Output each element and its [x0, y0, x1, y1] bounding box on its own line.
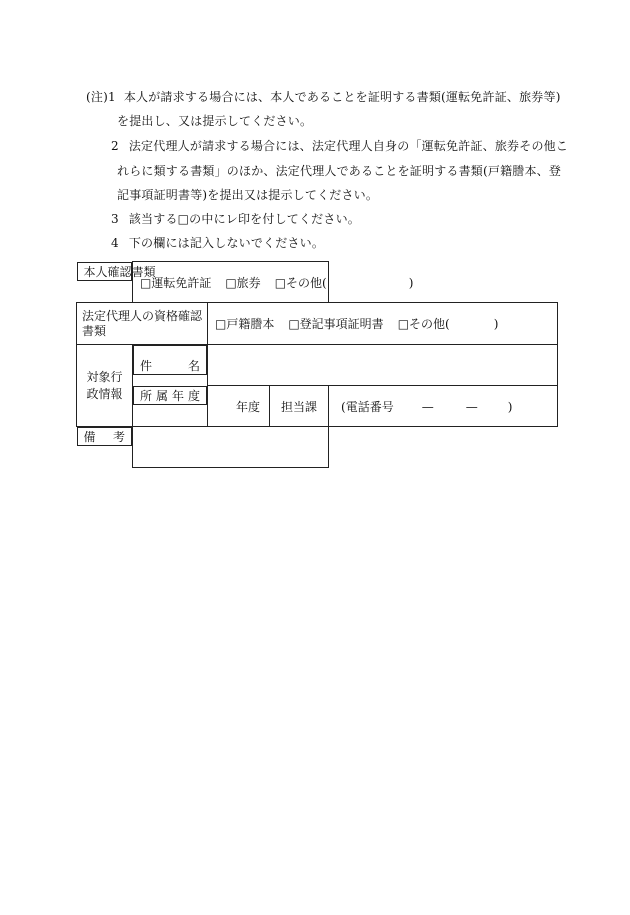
section-label: 担当課 [281, 399, 318, 414]
row-subject [77, 345, 558, 386]
checkbox-other[interactable]: □その他( [274, 275, 327, 290]
identity-documents-options [133, 262, 414, 303]
note-1-line-1 [86, 89, 561, 105]
phone-number-cell[interactable] [329, 386, 558, 427]
note-2-text-2: れらに類する書類」のほか、法定代理人であることを証明する書類(戸籍謄本、登 [117, 164, 562, 178]
note-2-text-1: 法定代理人が請求する場合には、法定代理人自身の「運転免許証、旅券その他こ [128, 139, 569, 153]
row-agent-documents [77, 303, 558, 345]
note-3-number: 3 [111, 212, 119, 226]
row-remarks [77, 427, 558, 468]
note-2-line-3 [117, 187, 378, 203]
fiscal-year-label: 所 属 年 度 [133, 386, 207, 405]
note-2-text-3: 記事項証明書等)を提出又は提示してください。 [117, 188, 379, 202]
note-2-number: 2 [111, 139, 119, 153]
note-prefix: (注) [86, 90, 108, 104]
note-4-line [111, 235, 324, 251]
row-identity-documents [77, 262, 558, 303]
identity-documents-label: 本 人 確 認 書 類 [77, 262, 133, 281]
fiscal-year-value-cell[interactable] [208, 386, 270, 427]
note-3-line [111, 211, 360, 227]
note-1-number: 1 [107, 90, 116, 104]
agent-documents-options [208, 303, 558, 345]
fiscal-year-unit: 年度 [235, 399, 260, 414]
phone-close-paren: ) [507, 399, 513, 414]
other-close-paren: ) [408, 275, 414, 290]
subject-label: 件 名 [133, 345, 207, 375]
note-1-text-1: 本人が請求する場合には、本人であることを証明する書類(運転免許証、旅券等) [123, 90, 561, 104]
checkbox-family-register[interactable]: □戸籍謄本 [215, 317, 275, 331]
note-4-text: 下の欄には記入しないでください。 [128, 236, 325, 250]
note-2-line-2 [117, 163, 561, 179]
section-value-cell[interactable] [270, 386, 329, 427]
phone-dash-1: — [421, 399, 434, 414]
row-fiscal-year [77, 386, 558, 427]
agent-documents-label: 法定代理人の資格確認 書類 [77, 303, 208, 345]
note-3-text: 該当する□の中にレ印を付してください。 [128, 212, 360, 226]
note-1-text-2: を提出し、又は提示してください。 [117, 114, 313, 128]
target-info-label: 対象行 政情報 [77, 345, 133, 427]
office-use-table [76, 261, 558, 468]
checkbox-passport[interactable]: □旅券 [225, 275, 261, 290]
checkbox-drivers-license[interactable]: □運転免許証 [140, 275, 212, 290]
note-4-number: 4 [111, 236, 119, 250]
checkbox-registry-certificate[interactable]: □登記事項証明書 [288, 317, 384, 331]
phone-label: (電話番号 [341, 399, 394, 414]
note-1-line-2 [117, 113, 312, 129]
checkbox-agent-other[interactable]: □その他( [397, 317, 450, 331]
remarks-label: 備 考 [77, 427, 133, 446]
subject-value-cell[interactable] [208, 345, 558, 386]
note-2-line-1 [111, 138, 568, 154]
phone-dash-2: — [465, 399, 478, 414]
agent-close-paren: ) [493, 317, 499, 331]
remarks-value-cell[interactable] [133, 427, 329, 468]
